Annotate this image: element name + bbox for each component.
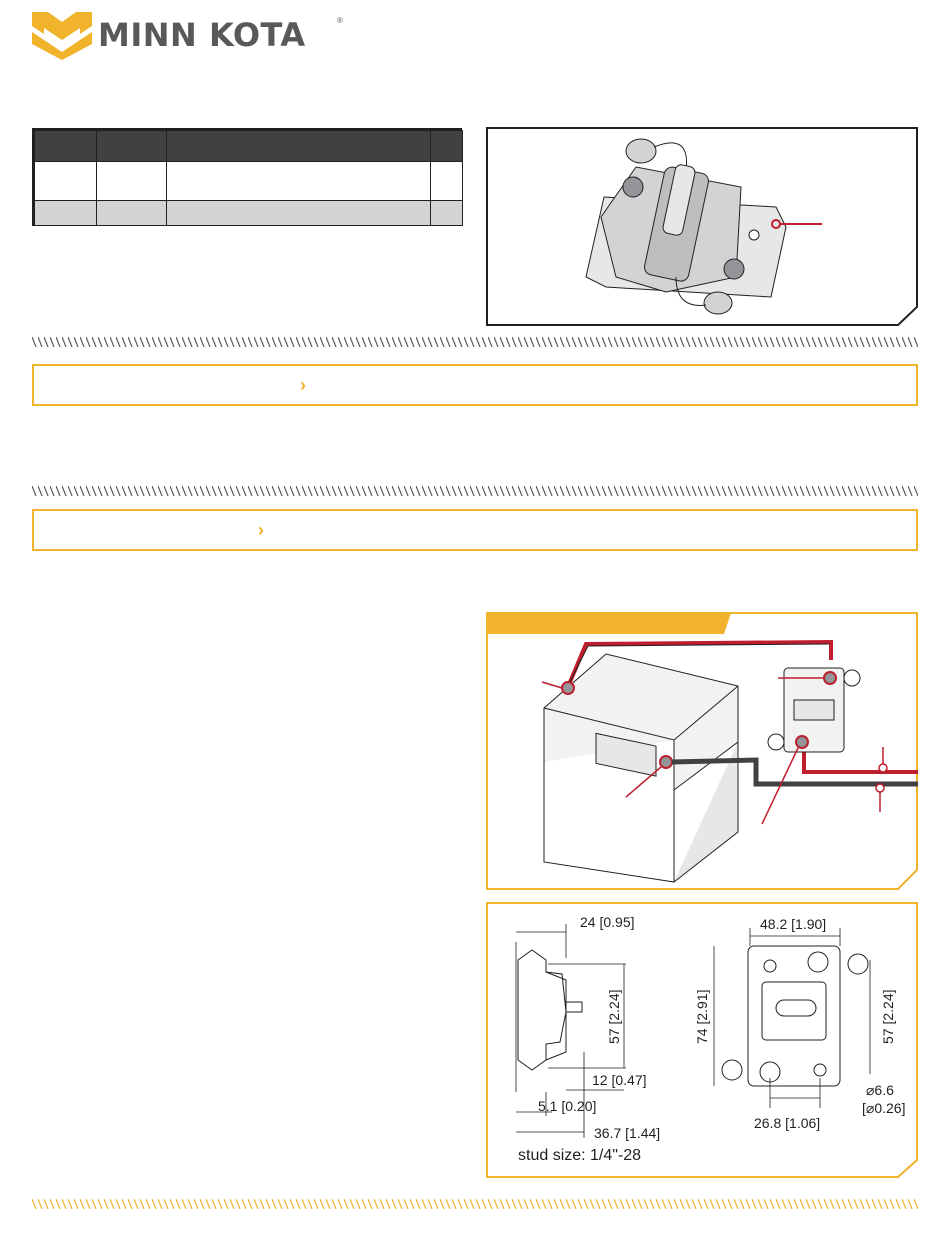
table-header-cell xyxy=(167,131,431,162)
dim-side-offset-12: 12 [0.47] xyxy=(592,1072,647,1088)
table-cell xyxy=(97,201,167,226)
table-cell xyxy=(35,162,97,201)
dim-side-overall: 36.7 [1.44] xyxy=(594,1125,661,1141)
dim-side-width: 24 [0.95] xyxy=(580,914,635,930)
table-cell xyxy=(97,162,167,201)
dim-side-height: 57 [2.24] xyxy=(606,989,622,1044)
table-header-cell xyxy=(35,131,97,162)
stud-size-label: stud size: 1/4"-28 xyxy=(518,1147,642,1164)
dimension-drawing xyxy=(486,902,918,1178)
table-cell xyxy=(35,201,97,226)
table-header-row xyxy=(35,131,463,162)
dim-front-hole-spacing: 26.8 [1.06] xyxy=(754,1115,821,1131)
minn-kota-chevron-logo-icon xyxy=(30,10,94,60)
dim-hole-diameter-in: [⌀0.26] xyxy=(862,1100,906,1116)
section-header-2 xyxy=(32,509,918,551)
dim-hole-diameter-mm: ⌀6.6 xyxy=(866,1082,894,1098)
circuit-breaker-product-image xyxy=(486,127,918,326)
spec-table xyxy=(32,128,462,226)
dim-front-height-holes: 57 [2.24] xyxy=(880,989,896,1044)
section-divider xyxy=(32,486,918,496)
dim-side-offset-5: 5.1 [0.20] xyxy=(538,1098,597,1114)
section-header-1 xyxy=(32,364,918,406)
wiring-diagram xyxy=(486,612,918,890)
table-cell xyxy=(431,201,463,226)
section-divider xyxy=(32,337,918,347)
wiring-diagram-illustration xyxy=(486,612,918,890)
registered-mark: ® xyxy=(337,16,343,25)
minn-kota-logo xyxy=(30,10,350,60)
table-header-cell xyxy=(431,131,463,162)
table-cell xyxy=(431,162,463,201)
table-cell xyxy=(167,201,431,226)
table-row xyxy=(35,201,463,226)
product-image-frame xyxy=(486,127,918,326)
dim-front-width: 48.2 [1.90] xyxy=(760,916,827,932)
table-header-cell xyxy=(97,131,167,162)
table-cell xyxy=(167,162,431,201)
footer-divider xyxy=(32,1199,918,1209)
dim-front-height-overall: 74 [2.91] xyxy=(694,989,710,1044)
chevron-right-icon: › xyxy=(300,375,306,395)
brand-name: MINN KOTA xyxy=(98,16,306,54)
table-row xyxy=(35,162,463,201)
chevron-right-icon: › xyxy=(258,520,264,540)
